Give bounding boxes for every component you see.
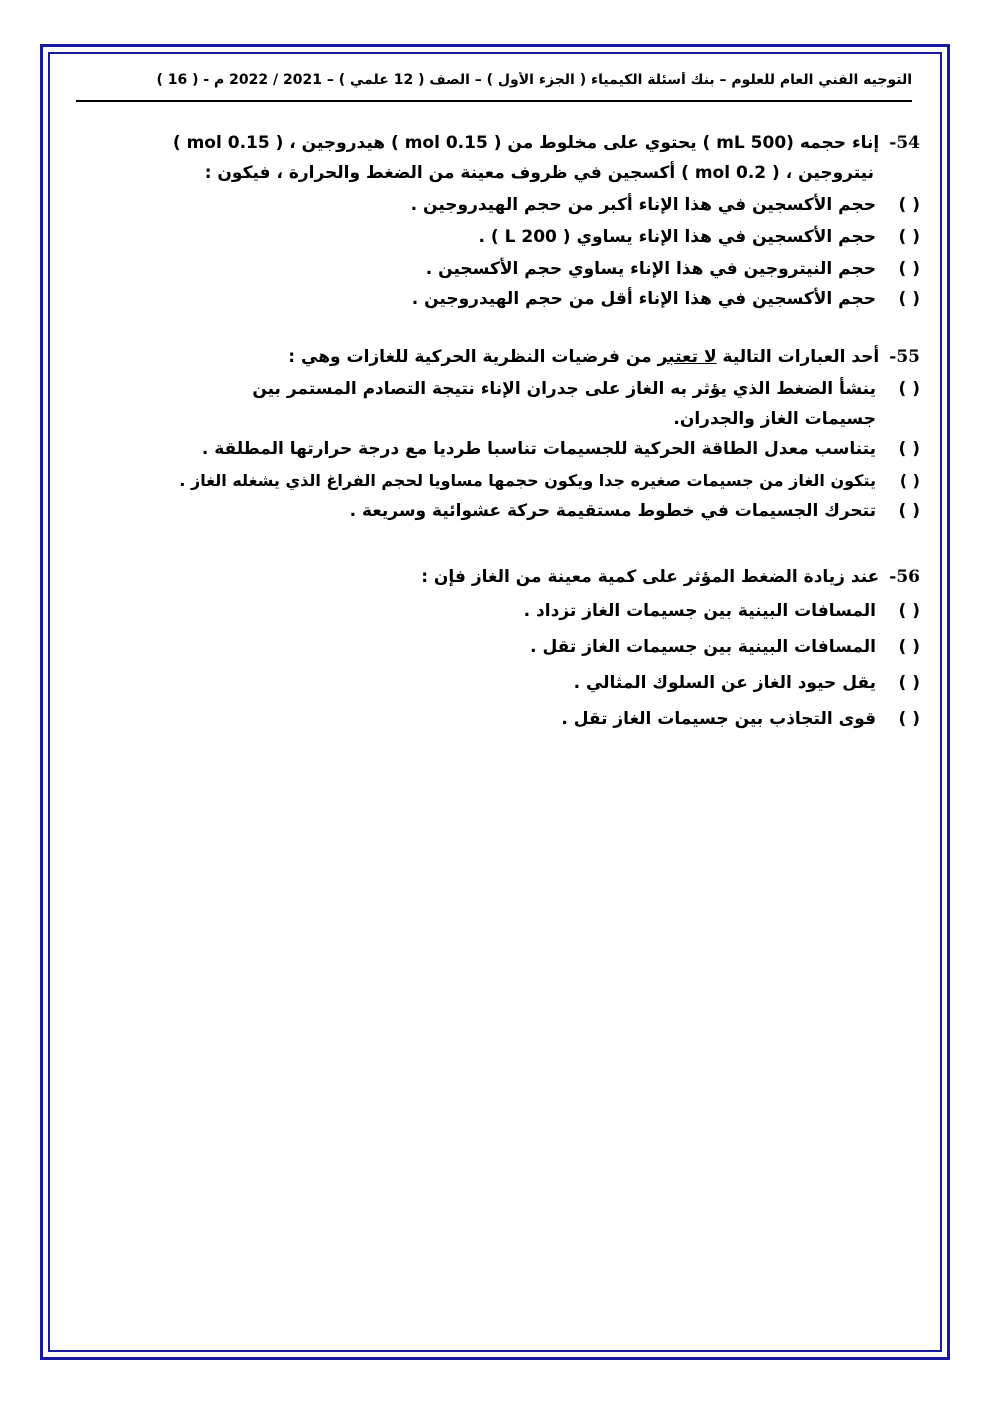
page-header: التوجيه الفني العام للعلوم – بنك أسئلة الكيمياء ( الجزء الأول ) – الصف ( 12 علمي ) – 2021 / 2022 م - ( 16 ) [156,72,912,88]
question-54-stem-line2: نيتروجين ، ( 0.2 mol ) أكسجين في ظروف معينة من الضغط والحرارة ، فيكون : [204,163,874,183]
question-56-stem-text: عند زيادة الضغط المؤثر على كمية معينة من الغاز فإن : [421,567,880,587]
question-54-option-2[interactable] [479,222,920,252]
option-text: حجم النيتروجين في هذا الإناء يساوي حجم الأكسجين . [425,259,876,279]
question-54-option-1[interactable] [411,190,920,220]
answer-parentheses[interactable]: ( ) [898,227,920,247]
option-text: ينشأ الضغط الذي يؤثر به الغاز على جدران الإناء نتيجة التصادم المستمر بين [252,379,876,399]
question-55-option-3[interactable] [179,466,920,496]
answer-parentheses[interactable]: ( ) [898,709,920,729]
question-54-option-3[interactable] [426,254,920,284]
option-text: يقل حيود الغاز عن السلوك المثالي . [573,673,876,693]
answer-parentheses[interactable]: ( ) [898,259,920,279]
answer-parentheses[interactable]: ( ) [898,673,920,693]
option-text: تتحرك الجسيمات في خطوط مستقيمة حركة عشوائية وسريعة . [349,501,876,521]
question-55-stem-b: من فرضيات النظرية الحركية للغازات وهي : [288,347,652,367]
question-54-number: 54- [889,133,920,153]
option-text: قوى التجاذب بين جسيمات الغاز تقل . [561,709,876,729]
question-54-stem-line1: إناء حجمه (500 mL ) يحتوي على مخلوط من ( 0.15 mol ) هيدروجين ، ( 0.15 mol ) [172,133,880,153]
option-text: المسافات البينية بين جسيمات الغاز تزداد . [523,601,876,621]
answer-parentheses[interactable]: ( ) [899,471,920,490]
question-56-number: 56- [889,567,920,587]
answer-parentheses[interactable]: ( ) [898,439,920,459]
answer-parentheses[interactable]: ( ) [898,289,920,309]
question-55-option-1-continuation: جسيمات الغاز والجدران. [673,409,876,429]
answer-parentheses[interactable]: ( ) [898,637,920,657]
question-56-option-3[interactable] [574,668,920,698]
option-text: يتناسب معدل الطاقة الحركية للجسيمات تناسبا طرديا مع درجة حرارتها المطلقة . [201,439,876,459]
question-56-option-2[interactable] [530,632,920,662]
answer-parentheses[interactable]: ( ) [898,501,920,521]
option-text: حجم الأكسجين في هذا الإناء أكبر من حجم الهيدروجين . [410,195,876,215]
option-text: حجم الأكسجين في هذا الإناء يساوي ( 200 L ) . [478,227,876,247]
answer-parentheses[interactable]: ( ) [898,195,920,215]
option-text: يتكون الغاز من جسيمات صغيره جدا ويكون حجمها مساويا لحجم الفراغ الذي يشغله الغاز . [179,471,876,490]
question-54-line1 [173,128,920,158]
option-text: المسافات البينية بين جسيمات الغاز تقل . [530,637,876,657]
question-56-option-1[interactable] [524,596,920,626]
question-55-stem-underlined: لا تعتبر [657,347,717,367]
question-54-option-4[interactable] [412,284,920,314]
question-55-option-2[interactable] [202,434,920,464]
question-55-option-4[interactable] [350,496,920,526]
option-text: حجم الأكسجين في هذا الإناء أقل من حجم الهيدروجين . [411,289,876,309]
question-56-option-4[interactable] [561,704,920,734]
question-55-stem-a: أحد العبارات التالية [722,347,880,367]
answer-parentheses[interactable]: ( ) [898,379,920,399]
question-55-option-1[interactable] [252,374,920,404]
answer-parentheses[interactable]: ( ) [898,601,920,621]
question-56-stem [421,562,920,592]
question-55-number: 55- [889,347,920,367]
question-55-stem [288,342,920,372]
header-rule [76,100,912,102]
